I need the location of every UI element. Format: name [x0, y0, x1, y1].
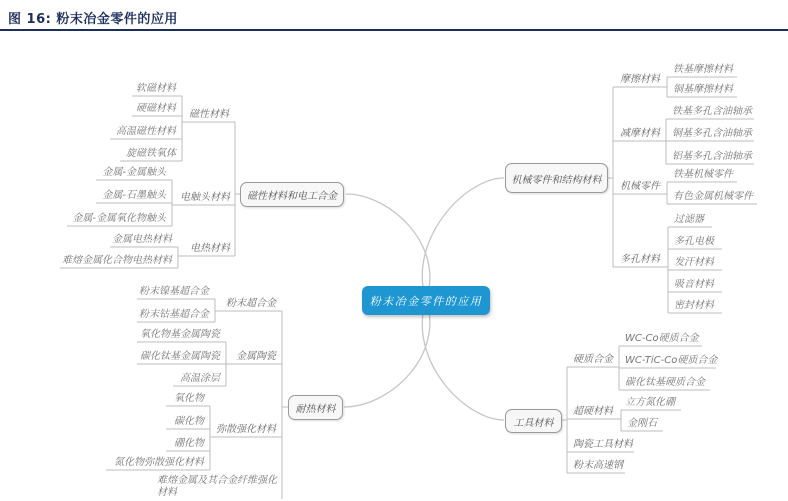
sub-powder-high-speed-steel: 粉末高速钢 — [573, 460, 623, 471]
leaf-sealing-material: 密封材料 — [674, 300, 714, 311]
branch-mechanical-structural: 机械零件和结构材料 — [505, 163, 608, 193]
leaf-high-temp-coating: 高温涂层 — [180, 373, 220, 384]
leaf-sweating-material: 发汗材料 — [674, 257, 714, 268]
leaf-copper-friction: 铜基摩擦材料 — [673, 84, 733, 95]
branch-tool-materials: 工具材料 — [505, 409, 562, 433]
leaf-copper-oil-bearing: 铜基多孔含油轴承 — [672, 128, 752, 139]
leaf-nitride-dispersion: 氮化物弥散强化材料 — [114, 457, 204, 468]
leaf-wc-tic-co-carbide: WC-TiC-Co硬质合金 — [625, 355, 718, 366]
leaf-nonferrous-mechanical-parts: 有色金属机械零件 — [673, 191, 753, 202]
branch-magnetic-electrical: 磁性材料和电工合金 — [240, 182, 344, 207]
sub-cermet: 金属陶瓷 — [236, 351, 276, 362]
sub-electric-heating: 电热材料 — [190, 243, 230, 254]
center-topic: 粉末冶金零件的应用 — [362, 286, 490, 315]
leaf-porous-electrode: 多孔电极 — [674, 236, 714, 247]
leaf-carbide: 碳化物 — [174, 416, 204, 427]
leaf-iron-oil-bearing: 铁基多孔含油轴承 — [672, 106, 752, 117]
sub-cemented-carbide: 硬质合金 — [573, 354, 613, 365]
branch-heat-resistant: 耐热材料 — [288, 395, 343, 420]
sub-magnetic-materials: 磁性材料 — [189, 109, 229, 120]
sub-electrical-contact: 电触头材料 — [180, 192, 230, 203]
sub-antifriction-materials: 减摩材料 — [620, 128, 660, 139]
leaf-nickel-superalloy: 粉末镍基超合金 — [139, 286, 209, 297]
leaf-filter: 过滤器 — [674, 214, 704, 225]
leaf-iron-friction: 铁基摩擦材料 — [673, 64, 733, 75]
leaf-aluminum-oil-bearing: 铝基多孔含油轴承 — [672, 151, 752, 162]
leaf-cobalt-superalloy: 粉末钴基超合金 — [139, 309, 209, 320]
leaf-iron-mechanical-parts: 铁基机械零件 — [673, 169, 733, 180]
leaf-tic-based-carbide: 碳化钛基硬质合金 — [625, 377, 705, 388]
leaf-tic-cermet: 碳化钛基金属陶瓷 — [140, 351, 220, 362]
sub-powder-superalloy: 粉末超合金 — [226, 298, 276, 309]
sub-ceramic-tool-materials: 陶瓷工具材料 — [573, 439, 633, 450]
leaf-metal-metal-contact: 金属-金属触头 — [102, 167, 166, 178]
leaf-hard-magnetic: 硬磁材料 — [136, 103, 176, 114]
leaf-oxide: 氧化物 — [174, 393, 204, 404]
sub-superhard-materials: 超硬材料 — [573, 406, 613, 417]
sub-mechanical-parts: 机械零件 — [620, 181, 660, 192]
leaf-soft-magnetic: 软磁材料 — [136, 83, 176, 94]
sub-refractory-fiber-reinforced: 难熔金属及其合金纤维强化材料 — [157, 475, 277, 498]
leaf-wc-co-carbide: WC-Co硬质合金 — [625, 333, 699, 344]
leaf-diamond: 金刚石 — [627, 418, 657, 429]
leaf-metal-graphite-contact: 金属-石墨触头 — [102, 190, 166, 201]
leaf-cubic-boron-nitride: 立方氮化硼 — [625, 397, 675, 408]
leaf-gyromagnetic-ferrite: 旋磁铁氧体 — [126, 148, 176, 159]
sub-porous-materials: 多孔材料 — [620, 254, 660, 265]
leaf-refractory-compound-heating: 难熔金属化合物电热材料 — [62, 255, 172, 266]
leaf-metal-heating: 金属电热材料 — [112, 234, 172, 245]
leaf-boride: 硼化物 — [174, 438, 204, 449]
leaf-oxide-cermet: 氧化物基金属陶瓷 — [140, 329, 220, 340]
leaf-high-temp-magnetic: 高温磁性材料 — [116, 126, 176, 137]
leaf-sound-absorbing: 吸音材料 — [674, 279, 714, 290]
leaf-metal-oxide-contact: 金属-金属氧化物触头 — [72, 213, 166, 224]
figure-title: 图 16: 粉末冶金零件的应用 — [8, 12, 178, 27]
sub-friction-materials: 摩擦材料 — [620, 74, 660, 85]
sub-dispersion-strengthened: 弥散强化材料 — [216, 424, 276, 435]
